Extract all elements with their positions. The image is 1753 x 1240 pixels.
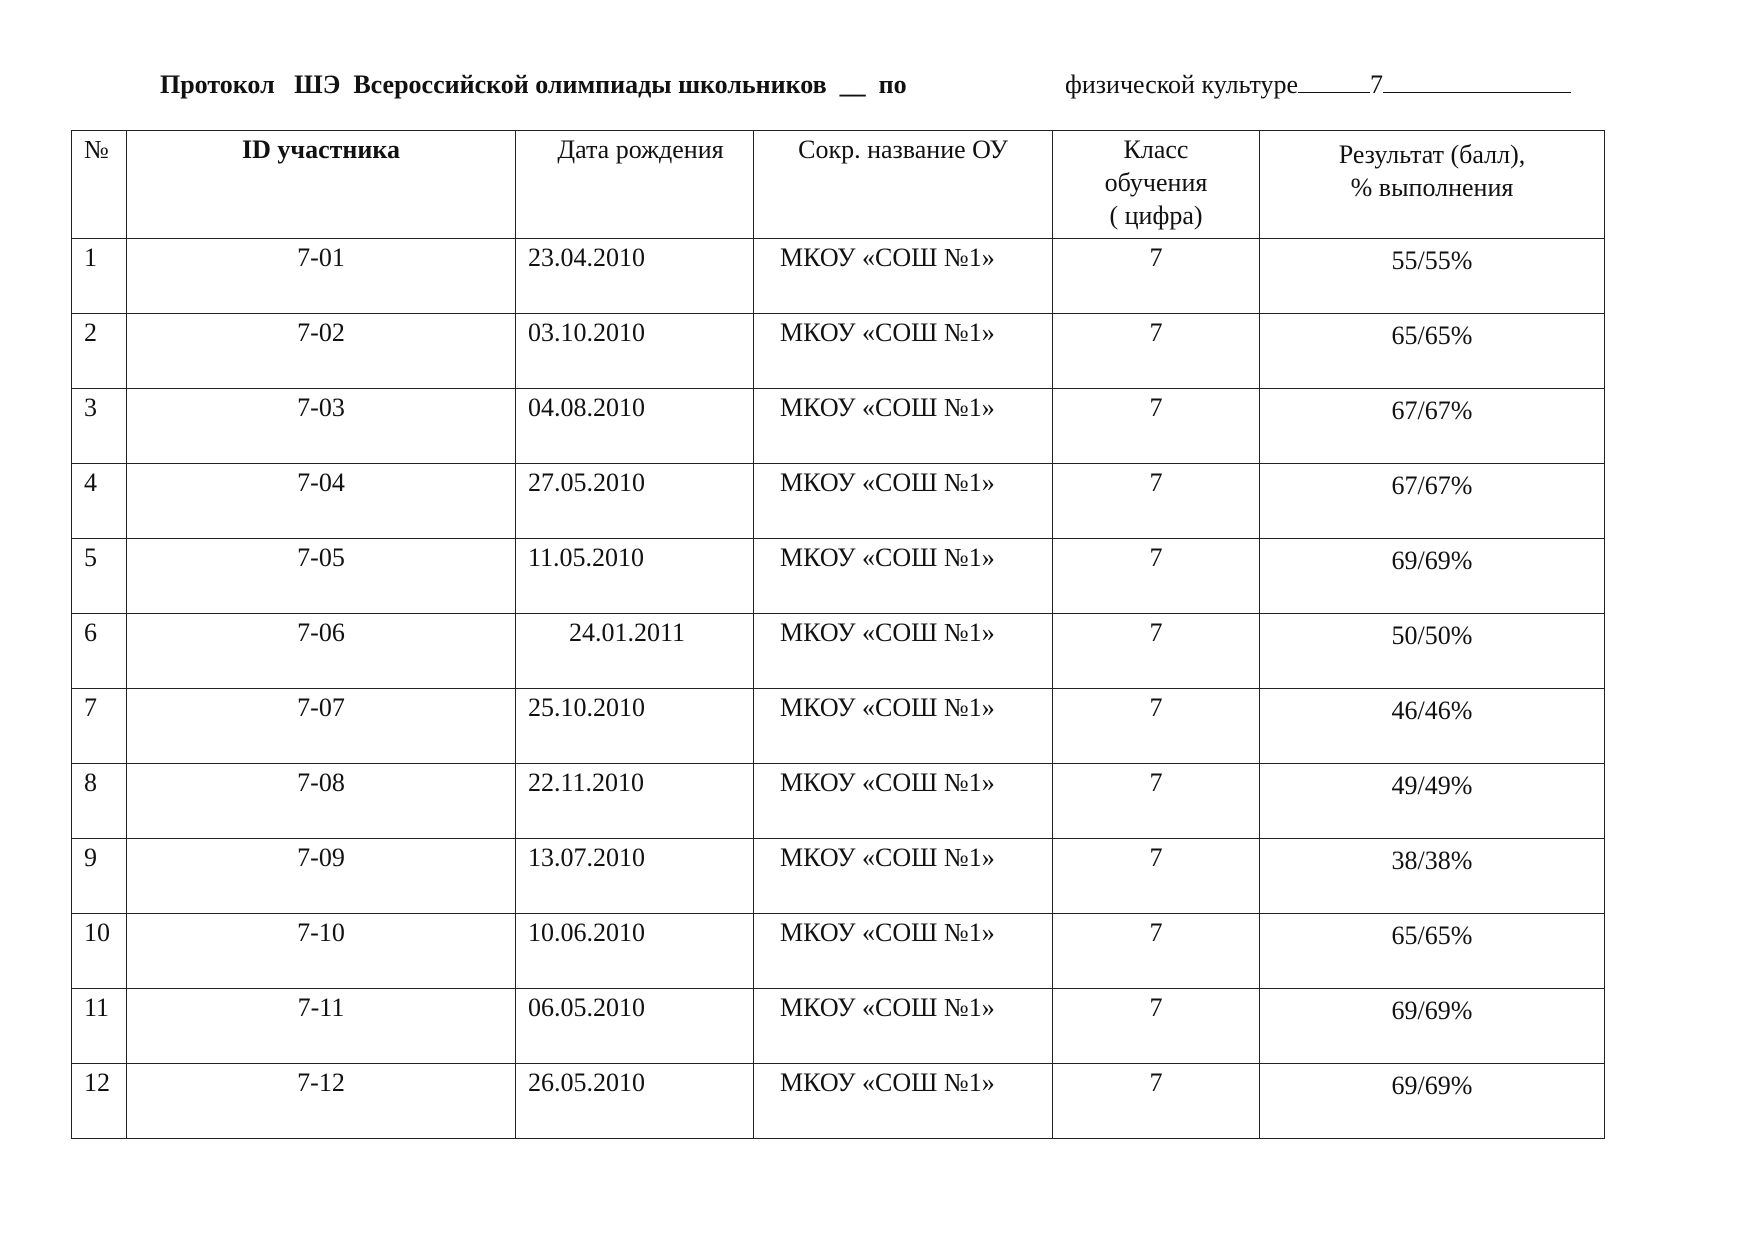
cell-result: 67/67%	[1260, 464, 1605, 539]
cell-number: 5	[72, 539, 127, 614]
cell-number: 2	[72, 314, 127, 389]
cell-participant-id: 7-04	[127, 464, 516, 539]
cell-participant-id: 7-10	[127, 914, 516, 989]
cell-grade: 7	[1053, 764, 1260, 839]
blank-line	[1383, 70, 1571, 93]
cell-participant-id: 7-03	[127, 389, 516, 464]
cell-grade: 7	[1053, 689, 1260, 764]
cell-grade: 7	[1053, 539, 1260, 614]
table-row	[72, 539, 1605, 614]
cell-grade: 7	[1053, 389, 1260, 464]
col-header-number: №	[72, 131, 127, 239]
cell-grade: 7	[1053, 914, 1260, 989]
cell-participant-id: 7-12	[127, 1064, 516, 1139]
table-header-row	[72, 131, 1605, 239]
cell-participant-id: 7-02	[127, 314, 516, 389]
cell-number: 4	[72, 464, 127, 539]
cell-participant-id: 7-09	[127, 839, 516, 914]
cell-number: 1	[72, 239, 127, 314]
cell-grade: 7	[1053, 1064, 1260, 1139]
cell-result: 38/38%	[1260, 839, 1605, 914]
cell-grade: 7	[1053, 614, 1260, 689]
cell-birth-date: 23.04.2010	[516, 239, 754, 314]
cell-number: 10	[72, 914, 127, 989]
cell-number: 6	[72, 614, 127, 689]
cell-result: 65/65%	[1260, 314, 1605, 389]
cell-participant-id: 7-07	[127, 689, 516, 764]
table-row	[72, 689, 1605, 764]
table-row	[72, 839, 1605, 914]
subject-text: физической культуре	[1065, 70, 1298, 99]
cell-school-name: МКОУ «СОШ №1»	[754, 914, 1053, 989]
col-header-result: Результат (балл), % выполнения	[1260, 131, 1605, 239]
cell-grade: 7	[1053, 314, 1260, 389]
cell-result: 49/49%	[1260, 764, 1605, 839]
cell-result: 50/50%	[1260, 614, 1605, 689]
table-row	[72, 989, 1605, 1064]
grade-text: 7	[1370, 70, 1383, 99]
cell-number: 9	[72, 839, 127, 914]
cell-number: 7	[72, 689, 127, 764]
cell-birth-date: 26.05.2010	[516, 1064, 754, 1139]
cell-participant-id: 7-06	[127, 614, 516, 689]
cell-result: 65/65%	[1260, 914, 1605, 989]
cell-result: 67/67%	[1260, 389, 1605, 464]
col-header-participant-id: ID участника	[127, 131, 516, 239]
results-table	[71, 130, 1605, 1139]
cell-school-name: МКОУ «СОШ №1»	[754, 539, 1053, 614]
cell-result: 46/46%	[1260, 689, 1605, 764]
cell-grade: 7	[1053, 464, 1260, 539]
cell-school-name: МКОУ «СОШ №1»	[754, 989, 1053, 1064]
cell-school-name: МКОУ «СОШ №1»	[754, 314, 1053, 389]
cell-birth-date: 22.11.2010	[516, 764, 754, 839]
table-row	[72, 614, 1605, 689]
table-row	[72, 314, 1605, 389]
cell-result: 69/69%	[1260, 539, 1605, 614]
table-row	[72, 239, 1605, 314]
cell-birth-date: 24.01.2011	[516, 614, 754, 689]
cell-number: 11	[72, 989, 127, 1064]
cell-number: 8	[72, 764, 127, 839]
cell-school-name: МКОУ «СОШ №1»	[754, 239, 1053, 314]
title-subject-line	[1065, 70, 1571, 100]
cell-birth-date: 06.05.2010	[516, 989, 754, 1064]
cell-grade: 7	[1053, 239, 1260, 314]
cell-result: 69/69%	[1260, 1064, 1605, 1139]
cell-school-name: МКОУ «СОШ №1»	[754, 764, 1053, 839]
protocol-title	[160, 70, 1620, 110]
col-header-school-name: Сокр. название ОУ	[754, 131, 1053, 239]
cell-school-name: МКОУ «СОШ №1»	[754, 1064, 1053, 1139]
table-row	[72, 914, 1605, 989]
cell-school-name: МКОУ «СОШ №1»	[754, 614, 1053, 689]
cell-number: 3	[72, 389, 127, 464]
cell-participant-id: 7-08	[127, 764, 516, 839]
cell-participant-id: 7-05	[127, 539, 516, 614]
cell-school-name: МКОУ «СОШ №1»	[754, 389, 1053, 464]
cell-result: 69/69%	[1260, 989, 1605, 1064]
cell-birth-date: 13.07.2010	[516, 839, 754, 914]
blank-line	[1298, 70, 1370, 93]
table-row	[72, 764, 1605, 839]
cell-birth-date: 25.10.2010	[516, 689, 754, 764]
cell-participant-id: 7-11	[127, 989, 516, 1064]
cell-grade: 7	[1053, 839, 1260, 914]
cell-birth-date: 04.08.2010	[516, 389, 754, 464]
cell-grade: 7	[1053, 989, 1260, 1064]
cell-school-name: МКОУ «СОШ №1»	[754, 689, 1053, 764]
cell-result: 55/55%	[1260, 239, 1605, 314]
cell-school-name: МКОУ «СОШ №1»	[754, 464, 1053, 539]
title-bold-text: Протокол ШЭ Всероссийской олимпиады школьников __ по	[160, 70, 907, 99]
table-row	[72, 464, 1605, 539]
table-row	[72, 389, 1605, 464]
cell-birth-date: 10.06.2010	[516, 914, 754, 989]
col-header-birth-date: Дата рождения	[516, 131, 754, 239]
table-row	[72, 1064, 1605, 1139]
cell-school-name: МКОУ «СОШ №1»	[754, 839, 1053, 914]
cell-birth-date: 11.05.2010	[516, 539, 754, 614]
cell-participant-id: 7-01	[127, 239, 516, 314]
cell-number: 12	[72, 1064, 127, 1139]
col-header-grade: Класс обучения ( цифра)	[1053, 131, 1260, 239]
cell-birth-date: 03.10.2010	[516, 314, 754, 389]
cell-birth-date: 27.05.2010	[516, 464, 754, 539]
